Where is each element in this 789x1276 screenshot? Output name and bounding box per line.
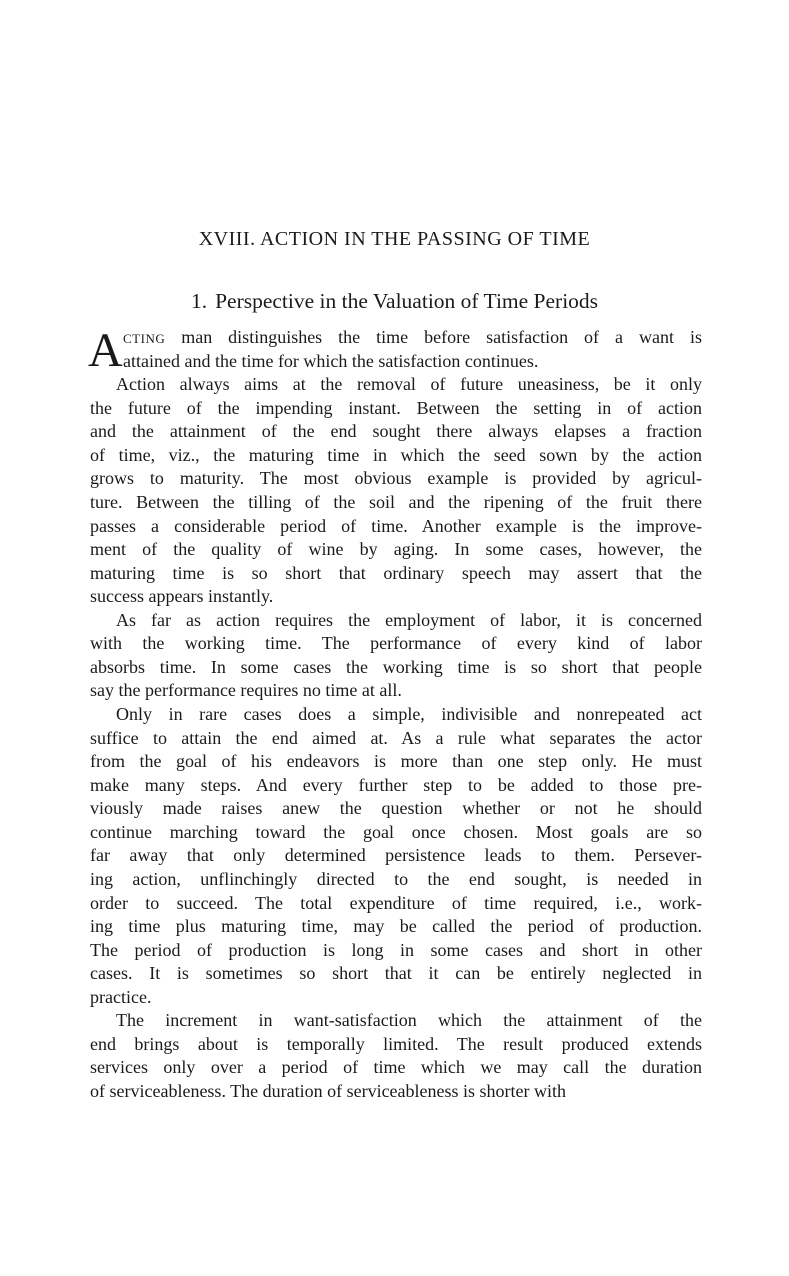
text-line: viously made raises anew the question whether or not he should [90, 798, 702, 819]
text-line: from the goal of his endeavors is more than one step only. He must [90, 751, 702, 772]
text-line: The period of production is long in some cases and short in other [90, 939, 702, 960]
text-line: with the working time. The performance of every kind of labor [90, 633, 702, 654]
small-caps-word: CTING [123, 331, 166, 346]
text-line: and the attainment of the end sought there always elapses a fraction [90, 421, 702, 442]
text-line: ing action, unflinchingly directed to the end sought, is needed in [90, 868, 702, 889]
section-title [0, 289, 789, 314]
body-text [90, 326, 702, 1104]
text-line: The increment in want-satisfaction which the attainment of the [116, 1010, 702, 1031]
paragraph [90, 1009, 702, 1103]
opening-paragraph [88, 324, 702, 377]
text-line: maturing time is so short that ordinary speech may assert that the [90, 562, 702, 583]
text-line: As far as action requires the employment of labor, it is concerned [116, 609, 702, 630]
text-line: success appears instantly. [90, 586, 274, 607]
text-line: say the performance requires no time at all. [90, 680, 402, 701]
text-line: suffice to attain the end aimed at. As a rule what separates the actor [90, 727, 702, 748]
paragraph [90, 703, 702, 1009]
text-line: the future of the impending instant. Between the setting in of action [90, 397, 702, 418]
text-line: of time, viz., the maturing time in which the seed sown by the action [90, 444, 702, 465]
text-line: services only over a period of time which we may call the duration [90, 1057, 702, 1078]
text-line: ture. Between the tilling of the soil and the ripening of the fruit there [90, 491, 702, 512]
paragraph [90, 373, 702, 609]
text-line: continue marching toward the goal once chosen. Most goals are so [90, 821, 702, 842]
text-line: Action always aims at the removal of future uneasiness, be it only [116, 374, 702, 395]
text-line: ment of the quality of wine by aging. In some cases, however, the [90, 539, 702, 560]
text-line: order to succeed. The total expenditure of time required, i.e., work- [90, 892, 702, 913]
text-line: make many steps. And every further step to be added to those pre- [90, 774, 702, 795]
text-line: Only in rare cases does a simple, indivisible and nonrepeated act [116, 704, 702, 724]
text-line: practice. [90, 986, 152, 1007]
text-line: far away that only determined persistence leads to them. Persever- [90, 845, 702, 866]
text-line: of serviceableness. The duration of serviceableness is shorter with [90, 1081, 567, 1101]
text-line: ing time plus maturing time, may be called the period of production. [90, 916, 702, 937]
text-line: CTING man distinguishes the time before satisfaction of a want is [123, 327, 702, 347]
text-line: passes a considerable period of time. Another example is the improve- [90, 515, 702, 536]
text-line: cases. It is sometimes so short that it can be entirely neglected in [90, 963, 702, 984]
section-number: 1. [190, 289, 208, 313]
text-line: absorbs time. In some cases the working time is so short that people [90, 656, 702, 677]
section-title-text: Perspective in the Valuation of Time Periods [215, 289, 599, 313]
text-line: attained and the time for which the satisfaction continues. [123, 350, 539, 371]
text-line: grows to maturity. The most obvious example is provided by agricul- [90, 468, 702, 489]
chapter-title: XVIII. ACTION IN THE PASSING OF TIME [198, 228, 591, 250]
text-line: end brings about is temporally limited. The result produced extends [90, 1033, 702, 1054]
drop-cap: A [88, 324, 123, 377]
paragraph [90, 609, 702, 703]
